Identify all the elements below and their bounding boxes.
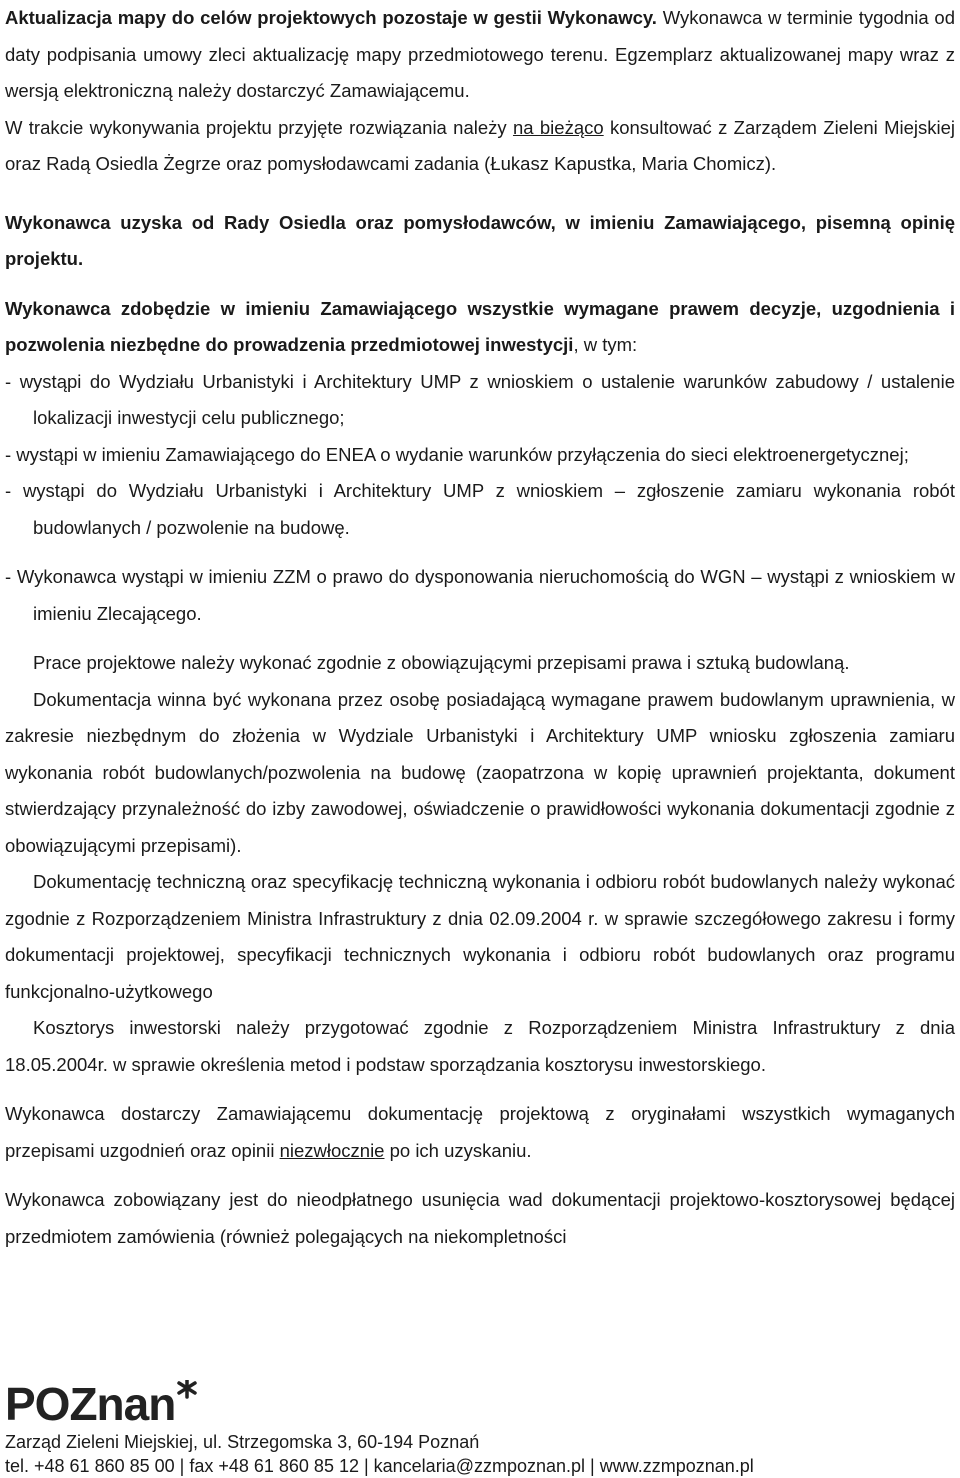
paragraph-defects: Wykonawca zobowiązany jest do nieodpłatnego usunięcia wad dokumentacji projektowo-kosztorysowej będącej przedmiotem zamówienia (również polegających na niekompletności	[5, 1189, 955, 1247]
paragraph-map-update-bold: Aktualizacja mapy do celów projektowych pozostaje w gestii Wykonawcy.	[5, 7, 657, 28]
paragraph-delivery	[5, 1096, 955, 1169]
footer-contact: tel. +48 61 860 85 00 | fax +48 61 860 85 12 | kancelaria@zzmpoznan.pl | www.zzmpoznan.pl	[5, 1456, 754, 1476]
paragraph-delivery-part2: po ich uzyskaniu.	[389, 1139, 532, 1161]
list-item-building-permit: - wystąpi do Wydziału Urbanistyki i Architektury UMP z wnioskiem – zgłoszenie zamiaru wykonania robót budowlanych / pozwolenie na budowę.	[5, 480, 955, 538]
paragraph-documentation: Dokumentacja winna być wykonana przez osobę posiadającą wymagane prawem budowlanym uprawnienia, w zakresie niezbędnym do złożenia w Wydziale Urbanistyki i Architektury UMP wniosku zgłoszenia zamiaru wykonania robót budowlanych/pozwolenia na budowę (zaopatrzona w kopię uprawnień projektanta, dokument stwierdzający przynależność do izby zawodowej, oświadczenie o prawidłowości wykonania dokumentacji zgodnie z obowiązującymi przepisami).	[5, 688, 955, 856]
underlined-na-biezaco: na bieżąco	[512, 116, 604, 138]
paragraph-permits-rest: , w tym:	[573, 334, 638, 355]
paragraph-design-work: Prace projektowe należy wykonać zgodnie z obowiązującymi przepisami prawa i sztuką budowlaną.	[33, 652, 850, 673]
poznan-logo-text: POZnan	[5, 1380, 176, 1424]
list-item-zoning: - wystąpi do Wydziału Urbanistyki i Architektury UMP z wnioskiem o ustalenie warunków zabudowy / ustalenie lokalizacji inwestycji celu publicznego;	[5, 370, 955, 428]
paragraph-permits	[5, 291, 955, 364]
paragraph-permits-bold: Wykonawca zdobędzie w imieniu Zamawiającego wszystkie wymagane prawem decyzje, uzgodnienia i pozwolenia niezbędne do prowadzenia przedmiotowej inwestycji	[5, 297, 955, 355]
underlined-niezwlocznie: niezwłocznie	[279, 1139, 385, 1161]
paragraph-delivery-part1: Wykonawca dostarczy Zamawiającemu dokumentację projektową z oryginałami wszystkich wymaganych przepisami uzgodnień oraz opinii	[5, 1103, 955, 1161]
paragraph-technical-spec: Dokumentację techniczną oraz specyfikację techniczną wykonania i odbioru robót budowlanych należy wykonać zgodnie z Rozporządzeniem Ministra Infrastruktury z dnia 02.09.2004 r. w sprawie szczegółowego zakresu i formy dokumentacji projektowej, specyfikacji technicznych wykonania i odbioru robót budowlanych oraz programu funkcjonalno-użytkowego	[5, 871, 955, 1002]
paragraph-consultation-part2: konsultować z Zarządem Zieleni Miejskiej oraz Radą Osiedla Żegrze oraz pomysłodawcami zadania (Łukasz Kapustka, Maria Chomicz).	[5, 116, 956, 174]
paragraph-opinion: Wykonawca uzyska od Rady Osiedla oraz pomysłodawców, w imieniu Zamawiającego, pisemną opinię projektu.	[5, 211, 955, 269]
list-item-wgn: - Wykonawca wystąpi w imieniu ZZM o prawo do dysponowania nieruchomością do WGN – wystąpi z wnioskiem w imieniu Zlecającego.	[5, 566, 955, 624]
list-item-enea: - wystąpi w imieniu Zamawiającego do ENEA o wydanie warunków przyłączenia do sieci elektroenergetycznej;	[5, 443, 909, 465]
paragraph-map-update-rest: Wykonawca w terminie tygodnia od daty podpisania umowy zleci aktualizację mapy przedmiotowego terenu. Egzemplarz aktualizowanej mapy wraz z wersją elektroniczną należy dostarczyć Zamawiającemu.	[5, 7, 955, 101]
paragraph-consultation	[5, 110, 955, 183]
poznan-logo	[5, 1380, 210, 1424]
footer	[5, 1430, 955, 1478]
paragraph-consultation-part1: W trakcie wykonywania projektu przyjęte rozwiązania należy	[5, 116, 507, 138]
paragraph-map-update	[5, 0, 955, 110]
asterisk-icon	[179, 1380, 195, 1397]
paragraph-cost-estimate: Kosztorys inwestorski należy przygotować zgodnie z Rozporządzeniem Ministra Infrastruktury z dnia 18.05.2004r. w sprawie określenia metod i podstaw sporządzania kosztorysu inwestorskiego.	[5, 1017, 955, 1075]
footer-address: Zarząd Zieleni Miejskiej, ul. Strzegomska 3, 60-194 Poznań	[5, 1432, 480, 1452]
document-body	[5, 0, 955, 1255]
